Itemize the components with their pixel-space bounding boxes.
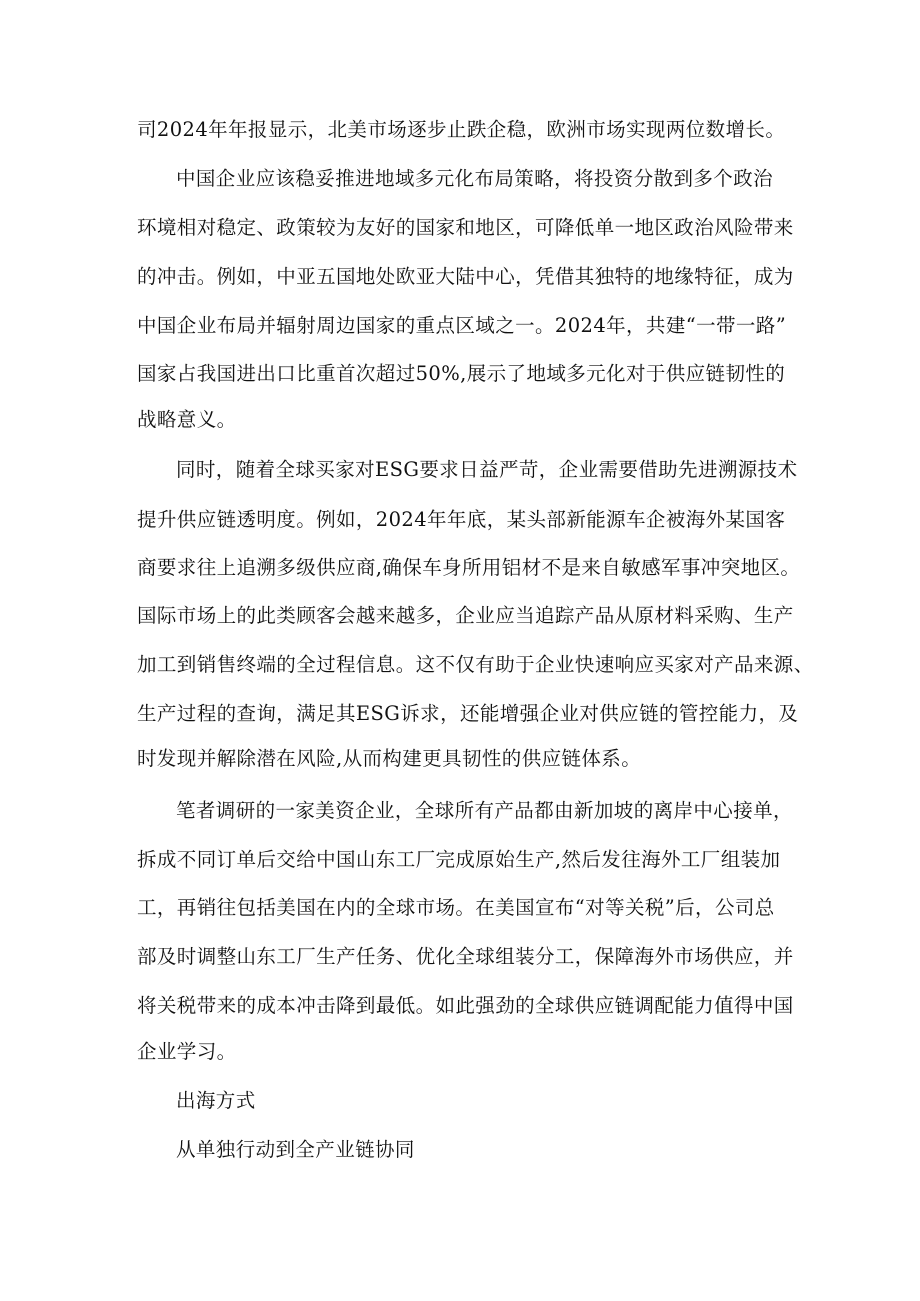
paragraph-4-line-4: 部及时调整山东工厂生产任务、优化全球组装分工，保障海外市场供应，并 <box>137 945 794 968</box>
paragraph-1-line-1: 司2024年年报显示，北美市场逐步止跌企稳，欧洲市场实现两位数增长。 <box>137 118 786 141</box>
paragraph-4-line-3: 工，再销往包括美国在内的全球市场。在美国宣布“对等关税”后，公司总 <box>137 896 775 919</box>
paragraph-3-line-2: 提升供应链透明度。例如，2024年年底，某头部新能源车企被海外某国客 <box>137 508 786 531</box>
paragraph-2-line-2: 环境相对稳定、政策较为友好的国家和地区，可降低单一地区政治风险带来 <box>137 216 794 239</box>
paragraph-2-line-6: 战略意义。 <box>137 408 237 431</box>
paragraph-3-line-5: 加工到销售终端的全过程信息。这不仅有助于企业快速响应买家对产品来源、 <box>137 653 814 676</box>
paragraph-2-line-4: 中国企业布局并辐射周边国家的重点区域之一。2024年，共建“一带一路” <box>137 314 787 337</box>
paragraph-2-line-1: 中国企业应该稳妥推进地域多元化布局策略，将投资分散到多个政治 <box>176 167 774 190</box>
paragraph-3-line-3: 商要求往上追溯多级供应商,确保车身所用铝材不是来自敏感军事冲突地区。 <box>137 556 801 579</box>
paragraph-3-line-1: 同时，随着全球买家对ESG要求日益严苛，企业需要借助先进溯源技术 <box>176 458 798 481</box>
paragraph-4-line-6: 企业学习。 <box>137 1040 237 1063</box>
section-title: 出海方式 <box>176 1089 256 1112</box>
paragraph-3-line-4: 国际市场上的此类顾客会越来越多，企业应当追踪产品从原材料采购、生产 <box>137 604 794 627</box>
paragraph-3-line-7: 时发现并解除潜在风险,从而构建更具韧性的供应链体系。 <box>137 747 642 770</box>
paragraph-2-line-3: 的冲击。例如，中亚五国地处欧亚大陆中心，凭借其独特的地缘特征，成为 <box>137 265 794 288</box>
paragraph-4-line-1: 笔者调研的一家美资企业，全球所有产品都由新加坡的离岸中心接单， <box>176 799 793 822</box>
paragraph-4-line-5: 将关税带来的成本冲击降到最低。如此强劲的全球供应链调配能力值得中国 <box>137 994 794 1017</box>
paragraph-2-line-5: 国家占我国进出口比重首次超过50%,展示了地域多元化对于供应链韧性的 <box>137 362 786 385</box>
section-subtitle: 从单独行动到全产业链协同 <box>176 1138 415 1161</box>
paragraph-4-line-2: 拆成不同订单后交给中国山东工厂完成原始生产,然后发往海外工厂组装加 <box>137 848 781 871</box>
paragraph-3-line-6: 生产过程的查询，满足其ESG诉求，还能增强企业对供应链的管控能力，及 <box>137 702 799 725</box>
